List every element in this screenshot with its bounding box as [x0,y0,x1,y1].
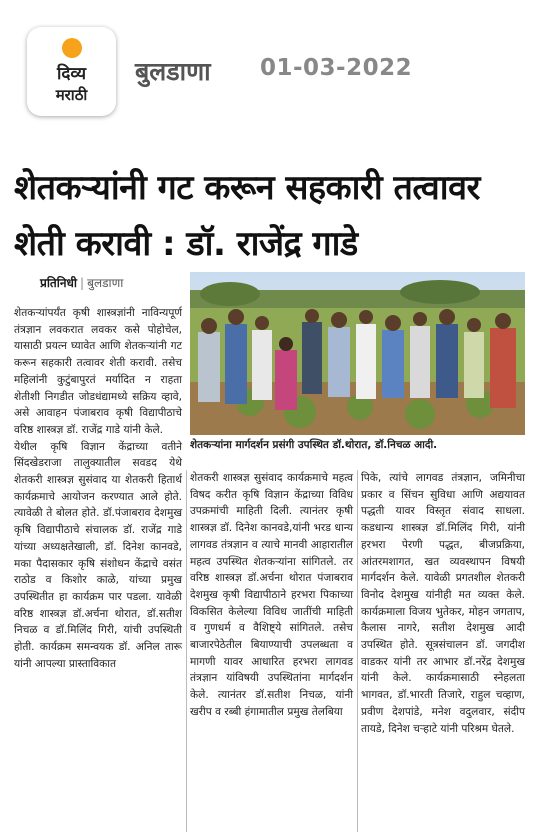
column-divider [357,470,358,832]
article-photo [190,272,525,435]
article-headline: शेतकऱ्यांनी गट करून सहकारी तत्वावर शेती करावी : डॉ. राजेंद्र गाडे [14,168,480,264]
byline [40,274,123,291]
edition-city: बुलडाणा [135,57,211,86]
photo-caption: शेतकऱ्यांना मार्गदर्शन प्रसंगी उपस्थित डॉ.थोरात, डॉ.निचळ आदी. [190,439,438,451]
logo-line-1: दिव्य [56,64,87,84]
sun-icon [62,38,82,58]
article-column-1: शेतकऱ्यांपर्यंत कृषी शास्त्रज्ञांनी नाविन्यपूर्ण तंत्रज्ञान लवकरात लवकर कसे पोहोचेल, यासाठी प्रयत्न घ्यावेत आणि शेतकऱ्यांनी गट करून सहकारी तत्वावर शेती करावी. तसेच महिलांनी कुटुंबापुरतं मर्यादित न राहता शेतीशी निगडीत जोडधंद्यामध्ये सक्रिय व्हावे, असे आवाहन पंजाबराव कृषी विद्यापीठाचे वरिष्ठ शास्त्रज्ञ डॉ. राजेंद्र गाडे यांनी केले. येथील कृषि विज्ञान केंद्राच्या वतीने सिंदखेडराजा तालुक्यातील सवडद येथे शेतकरी शास्त्रज्ञ सुसंवाद या शेतकरी हितार्थ कार्यक्रमाचे आयोजन करण्यात आले होते. त्यावेळी ते बोलत होते. डॉ.पंजाबराव देशमुख कृषि विद्यापीठाचे संचालक डॉ. राजेंद्र गाडे यांच्या अध्यक्षतेखाली, डॉ. दिनेश कानवडे, मका पैदासकार कृषि संशोधन केंद्राचे वसंत राठोड व किशोर काळे, यांच्या प्रमुख उपस्थितीत हा कार्यक्रम पार पडला. यावेळी वरिष्ठ शास्त्रज्ञ डॉ.अर्चना थोरात, डॉ.सतीश निचळ व डॉ.मिलिंद गिरी, यांची उपस्थिती होती. कार्यक्रम समन्वयक डॉ. अनिल तारू यांनी आपल्या प्रास्ताविकात [14,307,182,670]
article-column-3: पिके, त्यांचे लागवड तंत्रज्ञान, जमिनीचा प्रकार व सिंचन सुविधा आणि अद्ययावत पद्धती यावर विस्तृत संवाद साधला. कडधान्य शास्त्रज्ञ डॉ.मिलिंद गिरी, यांनी हरभरा पेरणी पद्धत, बीजप्रक्रिया, आंतरमशागत, खत व्यवस्थापन विषयी मार्गदर्शन केले. यावेळी प्रगतशील शेतकरी विनोद देशमुख यांनीही मत व्यक्त केले. कार्यक्रमाला विजय भुतेकर, मोहन जगताप, कैलास नागरे, सतीश देशमुख आदी उपस्थित होते. सूत्रसंचालन डॉ. जगदीश वाडकर यांनी तर आभार डॉ.नरेंद्र देशमुख यांनी केले. कार्यक्रमासाठी स्नेहलता भागवत, डॉ.भारती तिजारे, राहुल चव्हाण, प्रवीण देशपांडे, मनेश वदुलवार, संदीप तायडे, दिनेश चऱ्हाटे यांनी परिश्रम घेतले. [361,472,525,735]
column-divider [186,470,187,832]
farmers-field-photo [190,272,525,435]
byline-place: बुलडाणा [87,276,124,290]
byline-separator: | [80,276,85,290]
article-column-2: शेतकरी शास्त्रज्ञ सुसंवाद कार्यक्रमाचे महत्व विषद करीत कृषि विज्ञान केंद्राच्या विविध उपक्रमांची माहिती दिली. त्यानंतर कृषी शास्त्रज्ञ डॉ. दिनेश कानवडे,यांनी भरड धान्य लागवड तंत्रज्ञान व त्याचे मानवी आहारातील महत्व उपस्थित शेतकऱ्यांना सांगितले. तर वरिष्ठ शास्त्रज्ञ डॉ.अर्चना थोरात पंजाबराव देशमुख कृषी विद्यापीठाने हरभरा पिकाच्या विकसित केलेल्या विविध जातींची माहिती व गुणधर्म व वैशिष्ट्ये सांगितले. तसेच बाजारपेठेतील बियाण्याची उपलब्धता व मागणी यावर आधारित हरभरा लागवड तंत्रज्ञान यांविषयी उपस्थितांना मार्गदर्शन केले. त्यानंतर डॉ.सतीश निचळ, यांनी खरीप व रब्बी हंगामातील प्रमुख तेलबिया [190,472,353,718]
edition-date: 01-03-2022 [260,55,413,81]
logo-line-2: मराठी [55,86,88,104]
divya-marathi-logo [27,27,116,116]
byline-author: प्रतिनिधी [40,276,78,290]
